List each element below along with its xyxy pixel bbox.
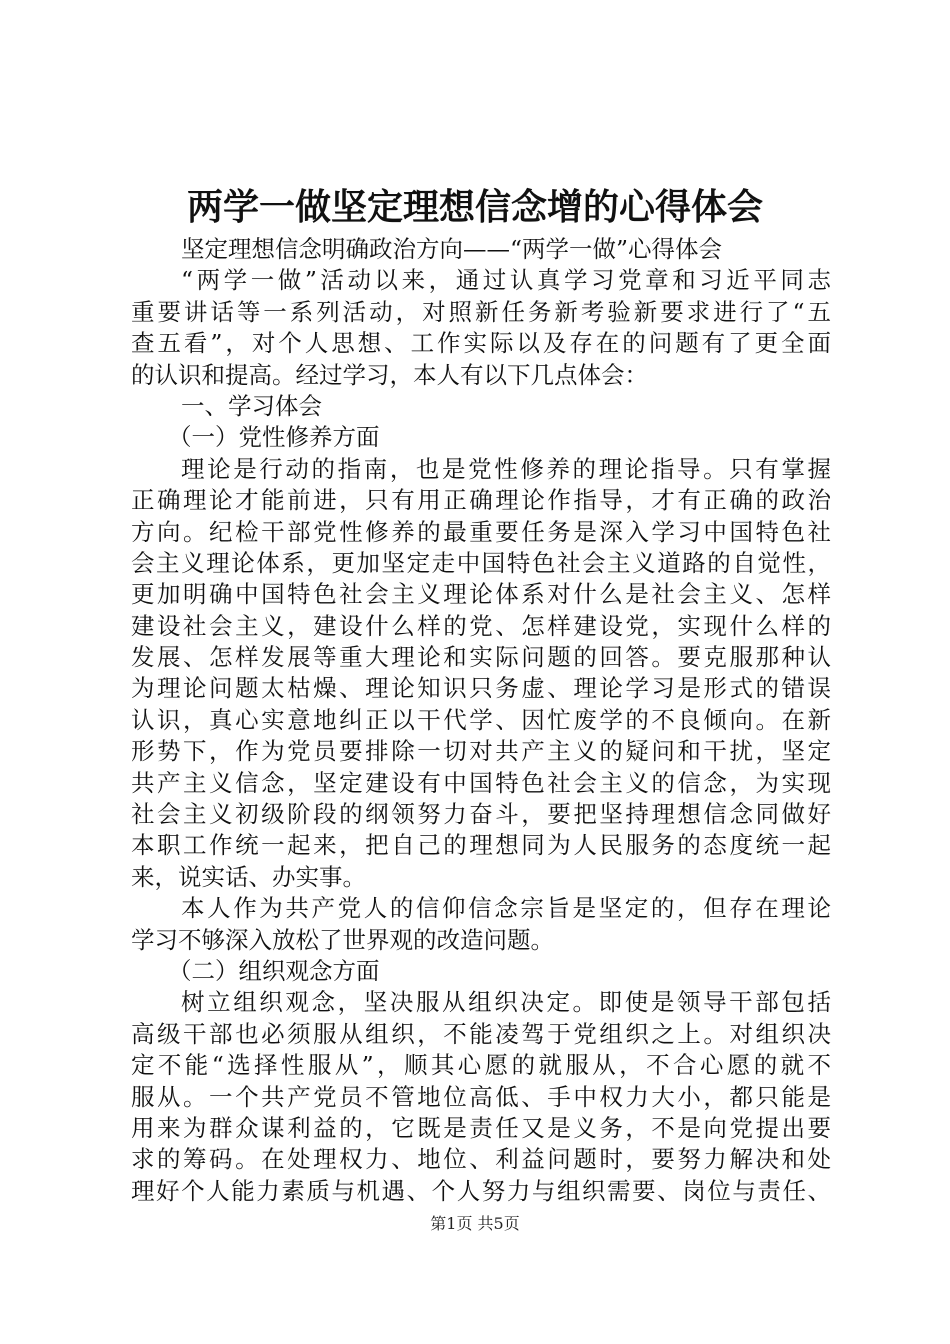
text-line: 重要讲话等一系列活动，对照新任务新考验新要求进行了“五	[131, 297, 831, 326]
text-line: 共产主义信念，坚定建设有中国特色社会主义的信念，为实现	[131, 768, 831, 797]
document-body	[131, 234, 831, 1207]
text-line: 用来为群众谋利益的，它既是责任又是义务，不是向党提出要	[131, 1113, 831, 1142]
text-line: （一）党性修养方面	[168, 423, 380, 452]
text-line: 高级干部也必须服从组织，不能凌驾于党组织之上。对组织决	[131, 1019, 831, 1048]
text-line: 学习不够深入放松了世界观的改造问题。	[131, 925, 554, 954]
text-line: 会主义理论体系，更加坚定走中国特色社会主义道路的自觉性，	[131, 548, 831, 577]
text-line: 社会主义初级阶段的纲领努力奋斗，要把坚持理想信念同做好	[131, 800, 831, 829]
text-line: 认识，真心实意地纠正以干代学、因忙废学的不良倾向。在新	[131, 705, 831, 734]
text-line: 一、学习体会	[181, 391, 322, 420]
text-line: 本职工作统一起来，把自己的理想同为人民服务的态度统一起	[131, 831, 831, 860]
text-line: 发展、怎样发展等重大理论和实际问题的回答。要克服那种认	[131, 643, 831, 672]
text-line: （二）组织观念方面	[168, 956, 380, 985]
text-line: “两学一做”活动以来，通过认真学习党章和习近平同志	[181, 266, 831, 295]
text-line: 建设社会主义，建设什么样的党、怎样建设党，实现什么样的	[131, 611, 831, 640]
text-line: 来，说实话、办实事。	[131, 862, 366, 891]
text-line: 形势下，作为党员要排除一切对共产主义的疑问和干扰，坚定	[131, 737, 831, 766]
text-line: 为理论问题太枯燥、理论知识只务虚、理论学习是形式的错误	[131, 674, 831, 703]
text-line: 正确理论才能前进，只有用正确理论作指导，才有正确的政治	[131, 486, 831, 515]
text-line: 的认识和提高。经过学习，本人有以下几点体会：	[131, 360, 648, 389]
text-line: 更加明确中国特色社会主义理论体系对什么是社会主义、怎样	[131, 580, 831, 609]
text-line: 坚定理想信念明确政治方向——“两学一做”心得体会	[181, 235, 723, 263]
page-footer: 第1页 共5页	[430, 1214, 520, 1233]
text-line: 查五看”，对个人思想、工作实际以及存在的问题有了更全面	[131, 329, 831, 358]
text-line: 求的筹码。在处理权力、地位、利益问题时，要努力解决和处	[131, 1145, 831, 1174]
text-line: 本人作为共产党人的信仰信念宗旨是坚定的，但存在理论	[181, 894, 831, 923]
text-line: 定不能“选择性服从”，顺其心愿的就服从，不合心愿的就不	[131, 1051, 831, 1080]
document-title: 两学一做坚定理想信念增的心得体会	[186, 187, 763, 228]
text-line: 理论是行动的指南，也是党性修养的理论指导。只有掌握	[181, 454, 831, 483]
text-line: 理好个人能力素质与机遇、个人努力与组织需要、岗位与责任、	[131, 1176, 831, 1205]
text-line: 服从。一个共产党员不管地位高低、手中权力大小，都只能是	[131, 1082, 831, 1111]
text-line: 树立组织观念，坚决服从组织决定。即使是领导干部包括	[181, 988, 831, 1017]
text-line: 方向。纪检干部党性修养的最重要任务是深入学习中国特色社	[131, 517, 831, 546]
